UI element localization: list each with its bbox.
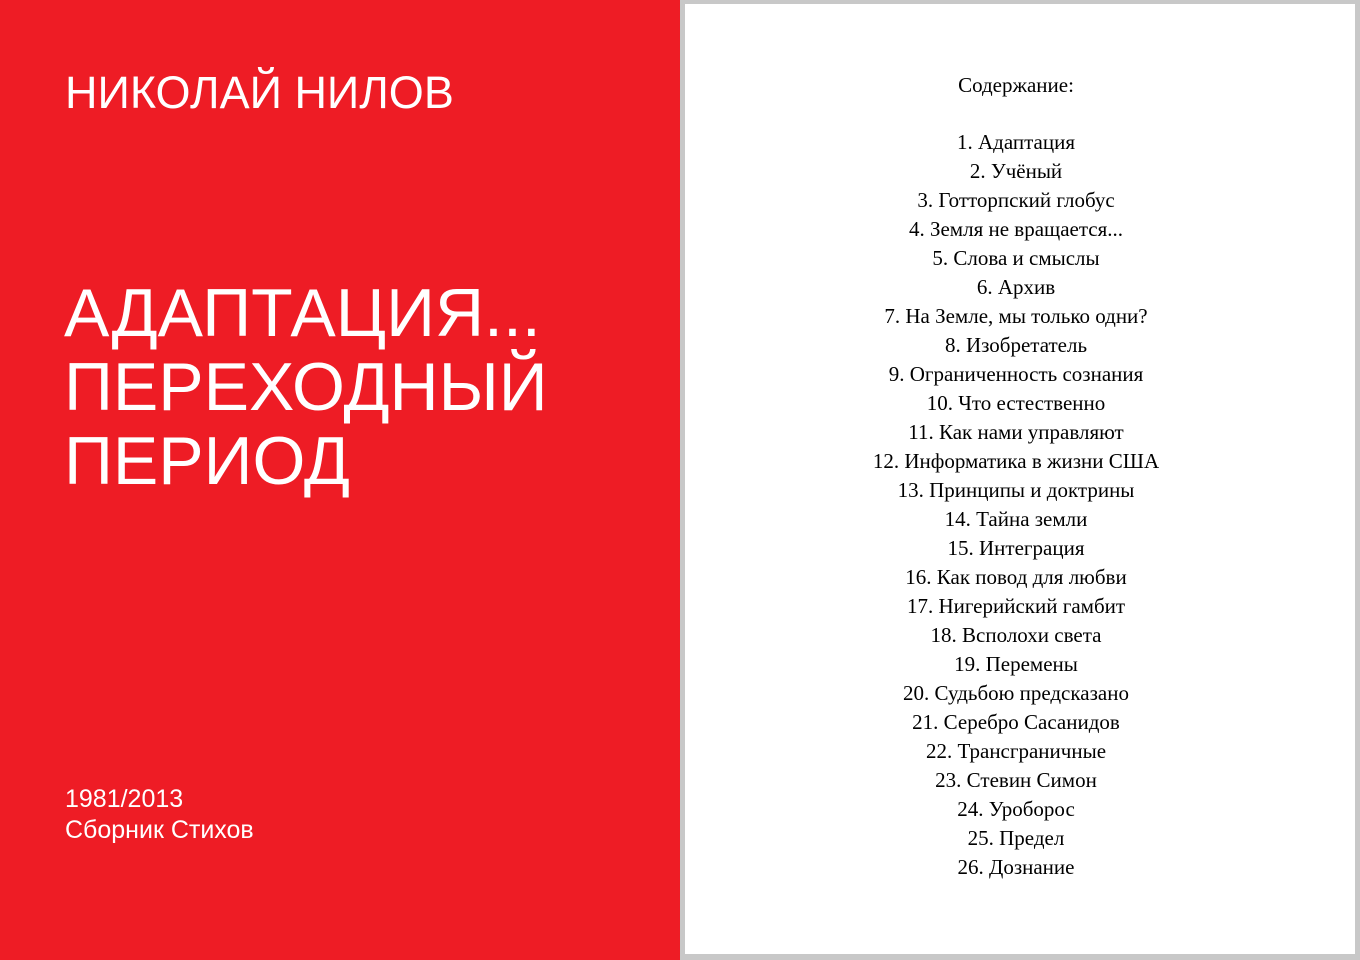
book-title-line: ПЕРЕХОДНЫЙ bbox=[64, 349, 548, 425]
contents-item: 25. Предел bbox=[967, 826, 1065, 850]
contents-item: 4. Земля не вращается... bbox=[908, 217, 1124, 241]
publication-years: 1981/2013 bbox=[65, 785, 184, 813]
contents-item: 19. Перемены bbox=[954, 652, 1078, 676]
contents-item: 16. Как повод для любви bbox=[905, 565, 1127, 589]
contents-item: 6. Архив bbox=[976, 275, 1056, 299]
contents-item: 13. Принципы и доктрины bbox=[897, 478, 1135, 502]
author-name: НИКОЛАЙ НИЛОВ bbox=[65, 67, 454, 118]
contents-item: 22. Трансграничные bbox=[925, 739, 1107, 763]
contents-item: 11. Как нами управляют bbox=[908, 420, 1124, 444]
contents-item: 14. Тайна земли bbox=[944, 507, 1088, 531]
contents-item: 18. Всполохи света bbox=[930, 623, 1102, 647]
book-title bbox=[64, 276, 548, 498]
contents-item: 9. Ограниченность сознания bbox=[888, 362, 1144, 386]
contents-item: 12. Информатика в жизни США bbox=[872, 449, 1160, 473]
contents-item: 1. Адаптация bbox=[956, 130, 1076, 154]
contents-list bbox=[685, 128, 1347, 882]
contents-item: 8. Изобретатель bbox=[944, 333, 1088, 357]
contents-item: 26. Дознание bbox=[957, 855, 1075, 879]
contents-item: 15. Интеграция bbox=[947, 536, 1085, 560]
contents-item: 7. На Земле, мы только одни? bbox=[884, 304, 1148, 328]
contents-item: 10. Что естественно bbox=[926, 391, 1106, 415]
contents-item: 3. Готторпский глобус bbox=[917, 188, 1115, 212]
book-title-line: ПЕРИОД bbox=[64, 423, 350, 499]
book-subtitle: Сборник Стихов bbox=[65, 816, 254, 844]
table-of-contents-page bbox=[685, 4, 1355, 954]
book-title-line: АДАПТАЦИЯ... bbox=[64, 275, 541, 351]
contents-item: 23. Стевин Симон bbox=[935, 768, 1097, 792]
contents-heading: Содержание: bbox=[958, 73, 1074, 97]
contents-item: 2. Учёный bbox=[969, 159, 1063, 183]
contents-item: 21. Серебро Сасанидов bbox=[912, 710, 1120, 734]
contents-item: 5. Слова и смыслы bbox=[932, 246, 1100, 270]
contents-item: 20. Судьбою предсказано bbox=[903, 681, 1129, 705]
cover-footer bbox=[65, 784, 254, 846]
contents-item: 24. Уроборос bbox=[957, 797, 1075, 821]
contents-item: 17. Нигерийский гамбит bbox=[906, 594, 1126, 618]
